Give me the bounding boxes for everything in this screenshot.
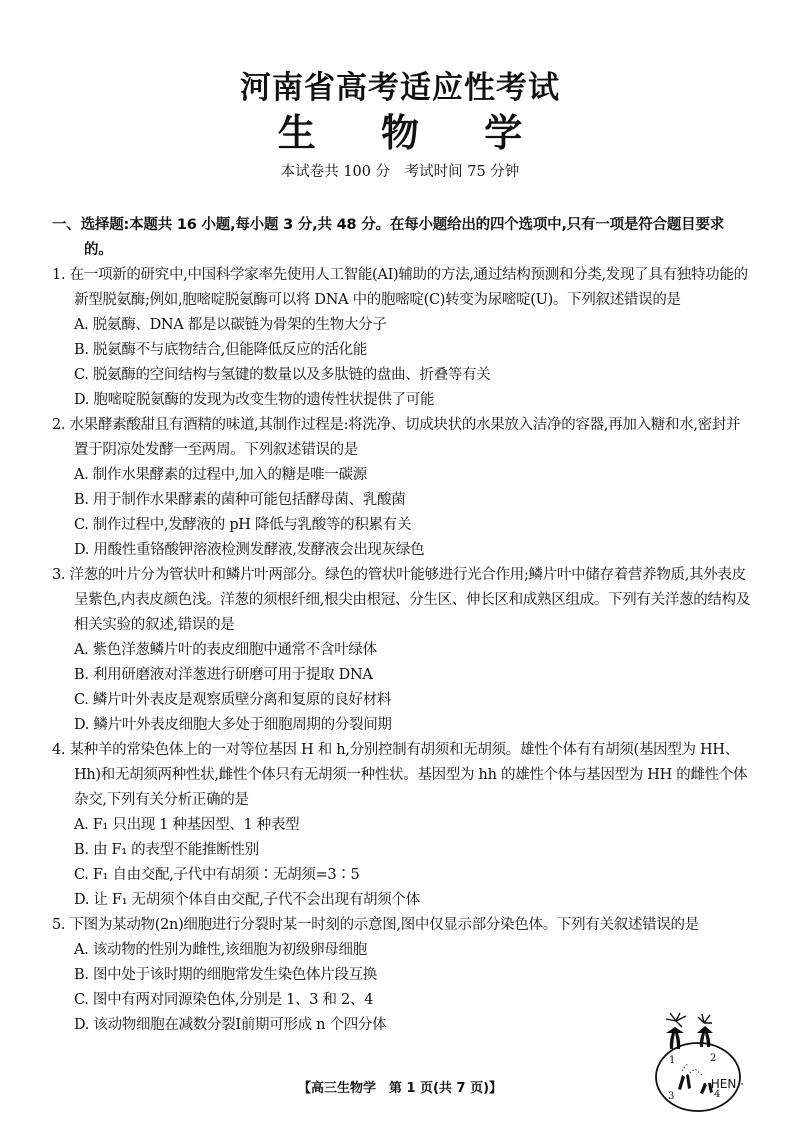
label-3: 3	[668, 1091, 675, 1102]
option-b: B. 用于制作水果酵素的菌种可能包括酵母菌、乳酸菌	[74, 492, 406, 508]
label-2: 2	[710, 1053, 717, 1064]
option-d: D. 胞嘧啶脱氨酶的发现为改变生物的遗传性状提供了可能	[74, 392, 435, 408]
option-d: D. 用酸性重铬酸钾溶液检测发酵液,发酵液会出现灰绿色	[74, 542, 425, 558]
option-d: D. 鳞片叶外表皮细胞大多处于细胞周期的分裂间期	[74, 717, 392, 733]
cell-division-diagram	[652, 1011, 744, 1113]
question-3	[52, 563, 752, 738]
section-heading: 一、选择题:本题共 16 小题,每小题 3 分,共 48 分。在每小题给出的四个选项中,只有一项是符合题目要求的。	[52, 217, 725, 258]
option-b: B. 利用研磨液对洋葱进行研磨可用于提取 DNA	[74, 667, 373, 683]
option-a: A. 制作水果酵素的过程中,加入的糖是唯一碳源	[74, 467, 367, 483]
option-a: A. 紫色洋葱鳞片叶的表皮细胞中通常不含叶绿体	[74, 642, 377, 658]
option-a: A. 该动物的性别为雌性,该细胞为初级卵母细胞	[74, 942, 367, 958]
spindle-fibers	[682, 1063, 702, 1075]
exam-title: 河南省高考适应性考试	[240, 70, 560, 106]
option-c: C. 制作过程中,发酵液的 pH 降低与乳酸等的积累有关	[74, 517, 412, 533]
question-stem: 2. 水果酵素酸甜且有酒精的味道,其制作过程是:将洗净、切成块状的水果放入洁净的容器,再加入糖和水,密封并置于阴凉处发酵一至两周。下列叙述错误的是	[52, 417, 741, 458]
exam-info: 本试卷共 100 分 考试时间 75 分钟	[280, 164, 520, 180]
question-stem: 3. 洋葱的叶片分为管状叶和鳞片叶两部分。绿色的管状叶能够进行光合作用;鳞片叶中储存着营养物质,其外表皮呈紫色,内表皮颜色浅。洋葱的须根纤细,根尖由根冠、分生区、伸长区和成熟区组成。下列有关洋葱的结构及相关实验的叙述,错误的是	[52, 567, 751, 633]
option-b: B. 脱氨酶不与底物结合,但能降低反应的活化能	[74, 342, 368, 358]
question-2	[52, 413, 752, 563]
question-stem: 5. 下图为某动物(2n)细胞进行分裂时某一时刻的示意图,图中仅显示部分染色体。下列有关叙述错误的是	[52, 917, 699, 933]
option-c: C. 图中有两对同源染色体,分别是 1、3 和 2、4	[74, 992, 374, 1008]
option-c: C. 鳞片叶外表皮是观察质壁分离和复原的良好材料	[74, 692, 392, 708]
question-1	[52, 263, 752, 413]
question-stem: 4. 某种羊的常染色体上的一对等位基因 H 和 h,分别控制有胡须和无胡须。雄性个体有有胡须(基因型为 HH、Hh)和无胡须两种性状,雌性个体只有无胡须一种性状。基因型为 hh 的雄性个体与基因型为 HH 的雌性个体杂交,下列有关分析正确的是	[52, 742, 748, 808]
label-1: 1	[669, 1055, 676, 1066]
option-d: D. 该动物细胞在减数分裂Ⅰ前期可形成 n 个四分体	[74, 1017, 387, 1033]
option-c: C. 脱氨酶的空间结构与氢键的数量以及多肽链的盘曲、折叠等有关	[74, 367, 491, 383]
subject-title: 生 物 学	[277, 111, 549, 155]
spindle-pole-right	[698, 1014, 712, 1023]
question-stem: 1. 在一项新的研究中,中国科学家率先使用人工智能(AI)辅助的方法,通过结构预测和分类,发现了具有独特功能的新型脱氨酶;例如,胞嘧啶脱氨酶可以将 DNA 中的胞嘧啶(C)转变为尿嘧啶(U)。下列叙述错误的是	[52, 267, 748, 308]
option-d: D. 让 F₁ 无胡须个体自由交配,子代不会出现有胡须个体	[74, 892, 420, 908]
option-b: B. 图中处于该时期的细胞常发生染色体片段互换	[74, 967, 377, 983]
question-4	[52, 738, 752, 913]
option-c: C. F₁ 自由交配,子代中有胡须∶无胡须=3∶5	[74, 867, 360, 883]
option-a: A. F₁ 只出现 1 种基因型、1 种表型	[74, 817, 300, 833]
page-number: 【高三生物学 第 1 页(共 7 页)】	[297, 1081, 503, 1096]
option-b: B. 由 F₁ 的表型不能推断性别	[74, 842, 259, 858]
footer-code: · HEN ·	[703, 1077, 744, 1091]
label-4: 4	[714, 1089, 721, 1100]
spindle-pole-left	[666, 1013, 686, 1027]
option-a: A. 脱氨酶、DNA 都是以碳链为骨架的生物大分子	[74, 317, 387, 333]
